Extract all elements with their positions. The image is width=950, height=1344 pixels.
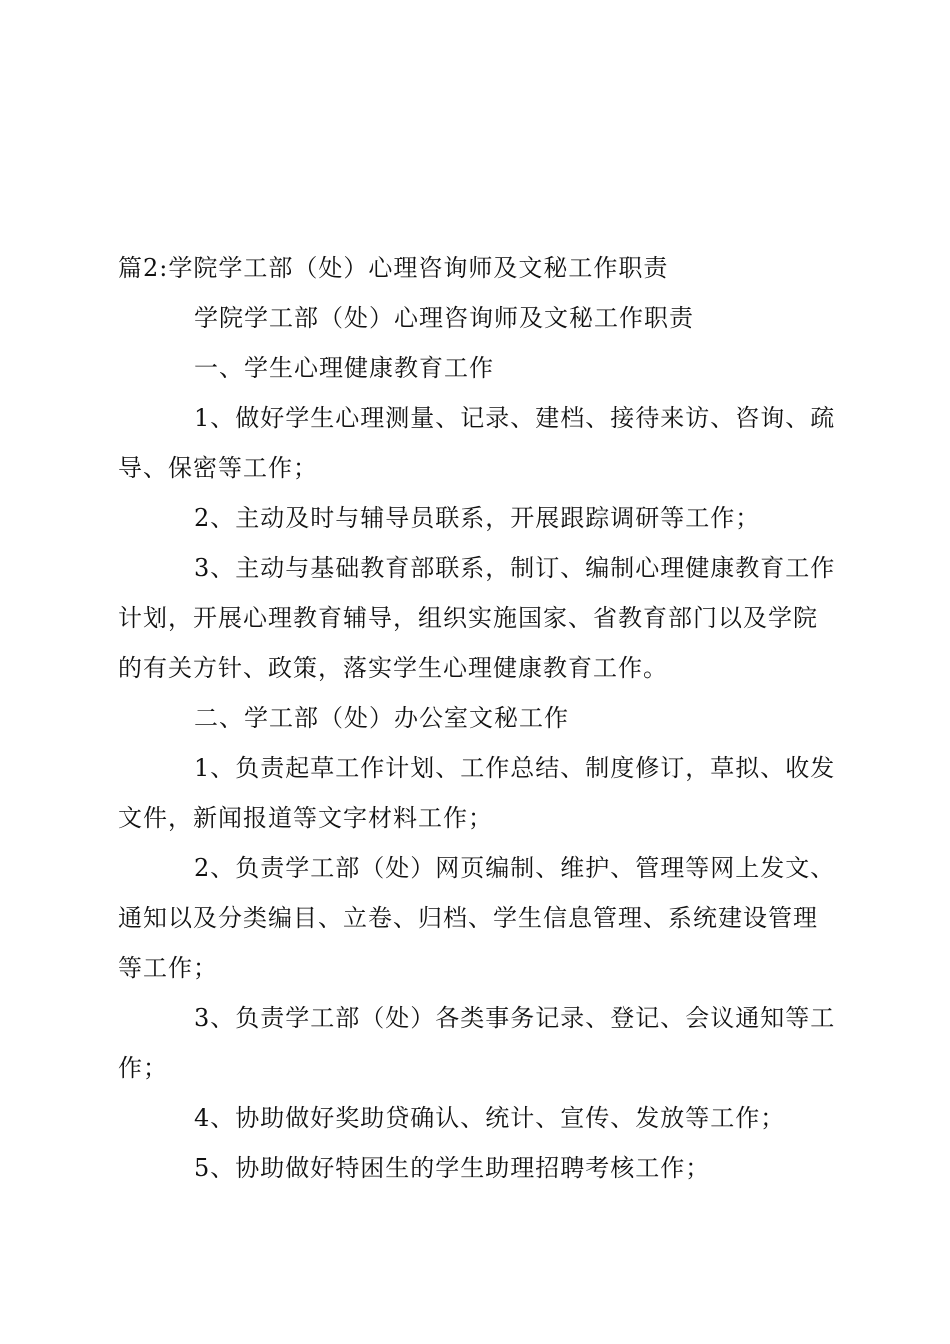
paragraph-office-5: 5、协助做好特困生的学生助理招聘考核工作；	[194, 1154, 711, 1182]
paragraph-psychology-1: 1、做好学生心理测量、记录、建档、接待来访、咨询、疏导、保密等工作；	[118, 404, 836, 482]
paragraph-office-2: 2、负责学工部（处）网页编制、维护、管理等网上发文、通知以及分类编目、立卷、归档、学生信息管理、系统建设管理等工作；	[118, 854, 836, 982]
paragraph-office-3: 3、负责学工部（处）各类事务记录、登记、会议通知等工作；	[118, 1004, 836, 1082]
section-heading-psychology: 一、学生心理健康教育工作	[194, 354, 494, 382]
section-heading-office: 二、学工部（处）办公室文秘工作	[194, 704, 569, 732]
paragraph-office-4: 4、协助做好奖助贷确认、统计、宣传、发放等工作；	[194, 1104, 786, 1132]
document-heading: 篇2:学院学工部（处）心理咨询师及文秘工作职责	[118, 254, 669, 282]
paragraph-office-1: 1、负责起草工作计划、工作总结、制度修订，草拟、收发文件，新闻报道等文字材料工作；	[118, 754, 836, 832]
paragraph-subtitle: 学院学工部（处）心理咨询师及文秘工作职责	[194, 304, 694, 332]
paragraph-psychology-2: 2、主动及时与辅导员联系，开展跟踪调研等工作；	[194, 504, 761, 532]
paragraph-psychology-3: 3、主动与基础教育部联系，制订、编制心理健康教育工作计划，开展心理教育辅导，组织实施国家、省教育部门以及学院的有关方针、政策，落实学生心理健康教育工作。	[118, 554, 836, 682]
document-body	[118, 243, 838, 1193]
